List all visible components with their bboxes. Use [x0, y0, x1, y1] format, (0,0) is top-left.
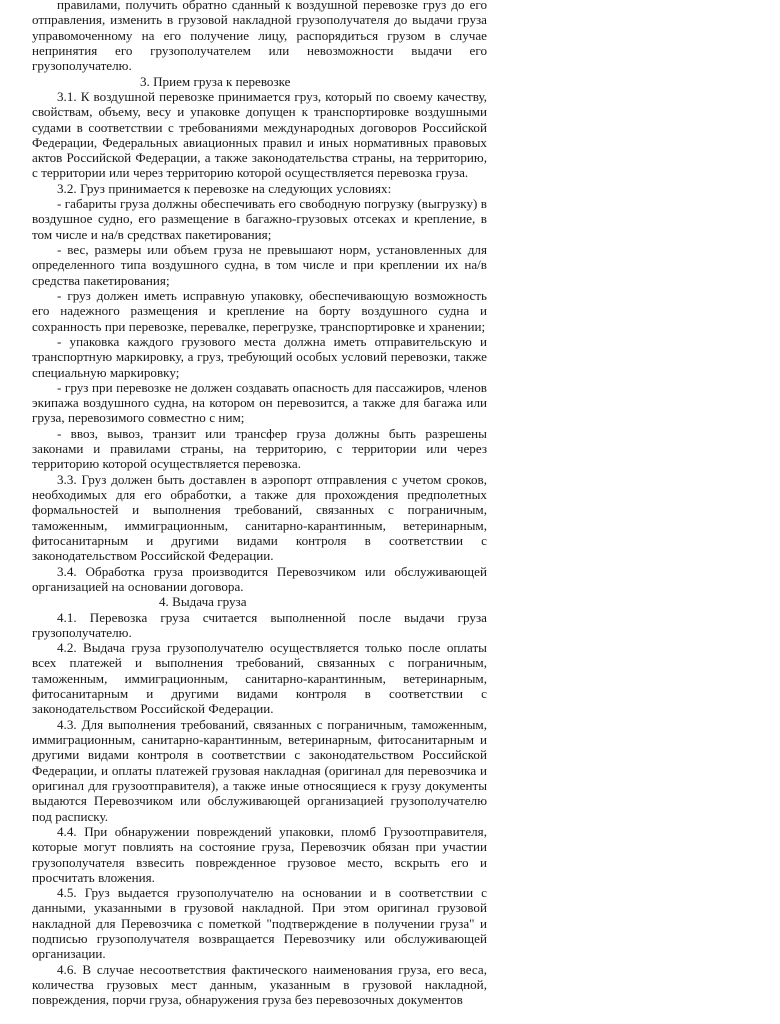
paragraph-3-2-item-6: - ввоз, вывоз, транзит или трансфер груза должны быть разрешены законами и правилами страны, на территорию, с территории или через территорию которой осуществляется перевозка.	[32, 425, 487, 472]
paragraph-3-2-item-1: - габариты груза должны обеспечивать его свободную погрузку (выгрузку) в воздушное судно, его размещение в багажно-грузовых отсеках и крепление, в том числе и на/в средствах пакетирования;	[32, 196, 487, 242]
paragraph-4-2: 4.2. Выдача груза грузополучателю осуществляется только после оплаты всех платежей и выполнения требований, связанных с пограничным, таможенным, иммиграционным, санитарно-карантинным, ветеринарным, фитосанитарным и другими видами контроля в соответствии с законодательством Российской Федерации.	[32, 640, 487, 717]
paragraph-3-4: 3.4. Обработка груза производится Перевозчиком или обслуживающей организацией на основании договора.	[32, 563, 487, 594]
paragraph-3-2-item-4: - упаковка каждого грузового места должна иметь отправительскую и транспортную маркировку, а груз, требующий особых условий перевозки, также специальную маркировку;	[32, 333, 487, 380]
paragraph-3-2-item-2: - вес, размеры или объем груза не превышают норм, установленных для определенного типа воздушного судна, в том числе и при креплении их на/в средства пакетирования;	[32, 242, 487, 288]
document-text-column	[32, 0, 487, 1008]
paragraph-4-3: 4.3. Для выполнения требований, связанных с пограничным, таможенным, иммиграционным, санитарно-карантинным, ветеринарным, фитосанитарным и другими видами контроля в соответствии с законодательством Российской Федерации, и оплаты платежей грузовая накладная (оригинал для перевозчика и оригинал для грузоотправителя), а также иные относящиеся к грузу документы выдаются Перевозчиком или обслуживающей организацией грузополучателю под расписку.	[32, 716, 487, 824]
heading-section-3: 3. Прием груза к перевозке	[140, 73, 291, 89]
paragraph-4-6: 4.6. В случае несоответствия фактического наименования груза, его веса, количества грузовых мест данным, указанным в грузовой накладной, повреждения, порчи груза, обнаружения груза без перевозочных документов	[32, 961, 487, 1008]
paragraph-3-1: 3.1. К воздушной перевозке принимается груз, который по своему качеству, свойствам, объему, весу и упаковке допущен к транспортировке воздушными судами в соответствии с требованиями международных договоров Российской Федерации, Федеральных авиационных правил и иных нормативных правовых актов Российской Федерации, а также законодательства страны, на территорию, с территории или через территорию которой осуществляется перевозка груза.	[32, 88, 487, 181]
paragraph-3-2: 3.2. Груз принимается к перевозке на следующих условиях:	[57, 180, 392, 196]
paragraph-4-1: 4.1. Перевозка груза считается выполненной после выдачи груза грузополучателю.	[32, 609, 487, 640]
paragraph-3-3: 3.3. Груз должен быть доставлен в аэропорт отправления с учетом сроков, необходимых для его обработки, а также для прохождения предполетных формальностей и выполнения требований, связанных с пограничным, таможенным, иммиграционным, санитарно-карантинным, ветеринарным, фитосанитарным и другими видами контроля в соответствии с законодательством Российской Федерации.	[32, 471, 487, 564]
paragraph-4-5: 4.5. Груз выдается грузополучателю на основании и в соответствии с данными, указанными в грузовой накладной. При этом оригинал грузовой накладной для Перевозчика с пометкой "подтверждение в получении груза" и подписью грузополучателя возвращается Перевозчику или обслуживающей организации.	[32, 885, 487, 962]
paragraph-4-4: 4.4. При обнаружении повреждений упаковки, пломб Грузоотправителя, которые могут повлиять на состояние груза, Перевозчик обязан при участии грузополучателя взвесить поврежденное грузовое место, вскрыть его и просчитать вложения.	[32, 823, 487, 885]
paragraph-3-2-item-3: - груз должен иметь исправную упаковку, обеспечивающую возможность его надежного размещения и крепление на борту воздушного судна и сохранность при перевозке, перевалке, перегрузке, транспортировке и хранении;	[32, 287, 487, 334]
heading-section-4: 4. Выдача груза	[159, 594, 247, 610]
paragraph-continued-2-x: правилами, получить обратно сданный к воздушной перевозке груз до его отправления, изменить в грузовой накладной грузополучателя до выдачи груза управомоченному на его получение лицу, распорядиться грузом в случае непринятия его грузополучателем или невозможности выдачи его грузополучателю.	[32, 0, 487, 74]
paragraph-3-2-item-5: - груз при перевозке не должен создавать опасность для пассажиров, членов экипажа воздушного судна, на котором он перевозится, а также для багажа или груза, перевозимого совместно с ним;	[32, 379, 487, 426]
